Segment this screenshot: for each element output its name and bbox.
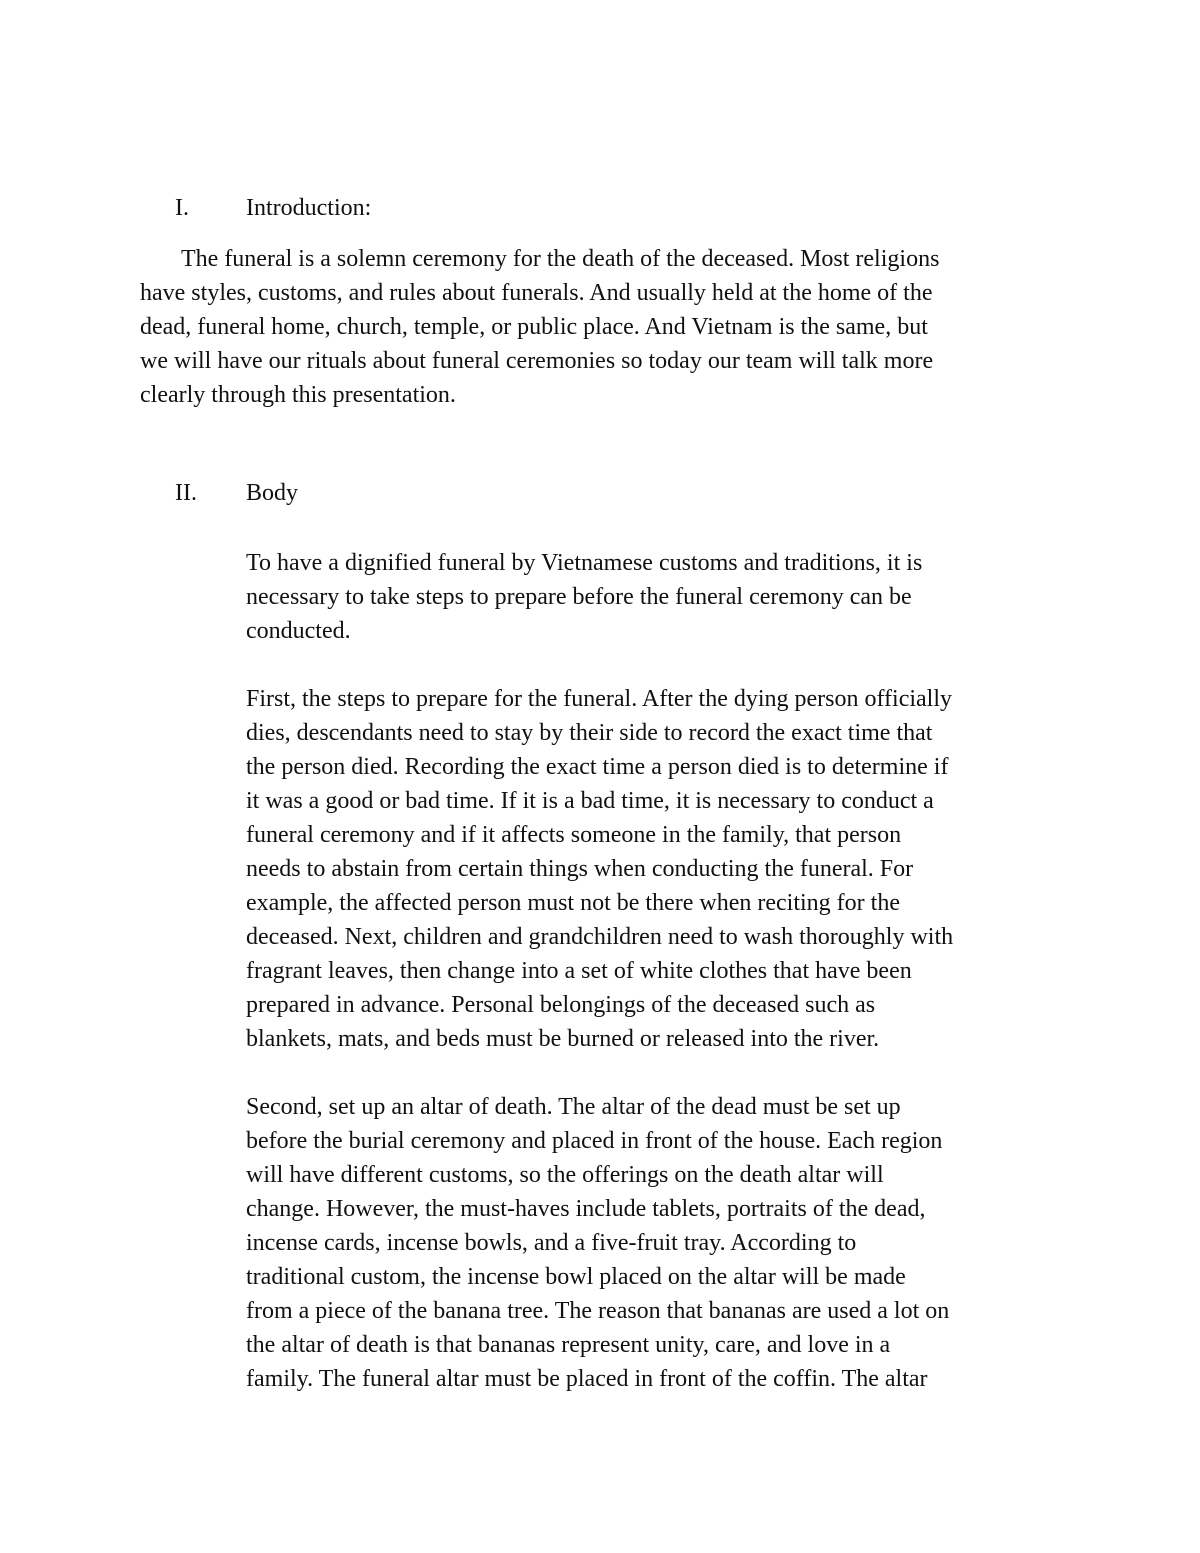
paragraph-line: example, the affected person must not be there when reciting for the: [246, 890, 900, 916]
paragraph-line: from a piece of the banana tree. The reason that bananas are used a lot on: [246, 1298, 950, 1324]
section-title: Body: [246, 480, 299, 506]
paragraph-line: necessary to take steps to prepare before the funeral ceremony can be: [246, 584, 912, 610]
paragraph-line: clearly through this presentation.: [140, 382, 456, 408]
section-title: Introduction:: [246, 195, 372, 221]
paragraph-line: the person died. Recording the exact time a person died is to determine if: [246, 754, 949, 780]
paragraph-line: deceased. Next, children and grandchildren need to wash thoroughly with: [246, 924, 954, 950]
paragraph-line: incense cards, incense bowls, and a five-fruit tray. According to: [246, 1230, 857, 1256]
paragraph-line: fragrant leaves, then change into a set of white clothes that have been: [246, 958, 912, 984]
paragraph-line: change. However, the must-haves include tablets, portraits of the dead,: [246, 1196, 926, 1222]
paragraph-line: conducted.: [246, 618, 351, 644]
paragraph-line: funeral ceremony and if it affects someone in the family, that person: [246, 822, 902, 848]
paragraph-line: prepared in advance. Personal belongings of the deceased such as: [246, 992, 876, 1018]
paragraph-line: will have different customs, so the offerings on the death altar will: [246, 1162, 884, 1188]
paragraph-line: we will have our rituals about funeral ceremonies so today our team will talk more: [140, 348, 934, 374]
paragraph-line: it was a good or bad time. If it is a bad time, it is necessary to conduct a: [246, 788, 934, 814]
paragraph-line: family. The funeral altar must be placed in front of the coffin. The altar: [246, 1366, 928, 1392]
paragraph-line: First, the steps to prepare for the funeral. After the dying person officially: [246, 686, 953, 712]
paragraph-line: before the burial ceremony and placed in front of the house. Each region: [246, 1128, 943, 1154]
paragraph-line: dead, funeral home, church, temple, or public place. And Vietnam is the same, but: [140, 314, 928, 340]
section-number: I.: [175, 195, 189, 221]
paragraph-line: the altar of death is that bananas represent unity, care, and love in a: [246, 1332, 891, 1358]
paragraph-line: Second, set up an altar of death. The altar of the dead must be set up: [246, 1094, 901, 1120]
paragraph-line: To have a dignified funeral by Vietnamese customs and traditions, it is: [246, 550, 923, 576]
paragraph-line: dies, descendants need to stay by their side to record the exact time that: [246, 720, 933, 746]
paragraph-line: traditional custom, the incense bowl placed on the altar will be made: [246, 1264, 906, 1290]
paragraph-line: blankets, mats, and beds must be burned or released into the river.: [246, 1026, 880, 1052]
paragraph-line: needs to abstain from certain things when conducting the funeral. For: [246, 856, 914, 882]
paragraph-line: The funeral is a solemn ceremony for the death of the deceased. Most religions: [181, 246, 940, 272]
paragraph-line: have styles, customs, and rules about funerals. And usually held at the home of the: [140, 280, 933, 306]
section-number: II.: [175, 480, 197, 506]
